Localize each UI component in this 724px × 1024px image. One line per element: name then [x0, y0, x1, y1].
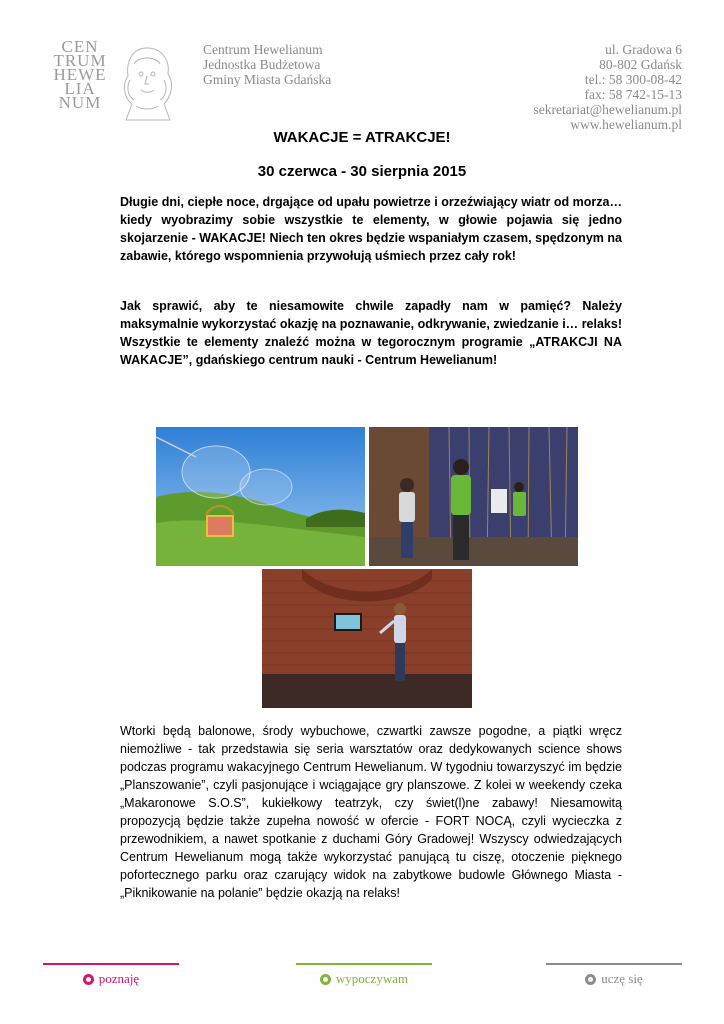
science-exhibit-photo	[369, 427, 578, 566]
intro-paragraph: Długie dni, ciepłe noce, drgające od upału powietrze i orzeźwiający wiatr od morza… kiedy wyobrazimy sobie wszystkie te elementy, w głowie pojawia się jedno skojarzenie - WAKACJE! Niech ten okres będzie wspaniałym czasem, spędzonym na zabawie, którego wspomnienia przywołują uśmiech przez cały rok!	[120, 195, 622, 263]
document-title: WAKACJE = ATRAKCJE!	[273, 129, 451, 146]
soap-bubbles-photo	[156, 427, 365, 566]
document-dates: 30 czerwca - 30 sierpnia 2015	[257, 163, 467, 180]
logo-line: CEN	[61, 37, 99, 56]
program-paragraph: Jak sprawić, aby te niesamowite chwile zapadły nam w pamięć? Należy maksymalnie wykorzystać okazję na poznawanie, odkrywanie, zwiedzanie i… relaks! Wszystkie te elementy znaleźć można w tegorocznym programie „ATRAKCJI NA WAKACJE”, gdańskiego centrum nauki - Centrum Hewelianum!	[120, 299, 622, 367]
organization-owner: Gminy Miasta Gdańska	[203, 72, 332, 87]
contact-phone: tel.: 58 300-08-42	[584, 72, 682, 87]
footer-wypoczywam[interactable]	[296, 963, 432, 987]
organization-type: Jednostka Budżetowa	[203, 57, 321, 72]
contact-email[interactable]: sekretariat@hewelianum.pl	[533, 102, 682, 117]
footer-divider	[296, 963, 432, 965]
hewelianum-logo	[40, 37, 180, 122]
footer-divider	[546, 963, 682, 965]
circle-bullet-icon	[83, 974, 94, 985]
logo-line: TRUM	[53, 51, 107, 70]
contact-website[interactable]: www.hewelianum.pl	[570, 117, 682, 132]
contact-block	[534, 42, 683, 132]
footer-label: wypoczywam	[335, 971, 409, 986]
footer-label: poznaję	[98, 971, 140, 986]
footer-ucze-sie[interactable]	[546, 963, 682, 987]
logo-wordmark	[40, 37, 120, 112]
interactive-room-photo	[262, 569, 472, 708]
contact-city: 80-802 Gdańsk	[599, 57, 682, 72]
circle-bullet-icon	[585, 974, 596, 985]
circle-bullet-icon	[320, 974, 331, 985]
contact-street: ul. Gradowa 6	[605, 42, 682, 57]
contact-fax: fax: 58 742-15-13	[584, 87, 682, 102]
logo-line: HEWE	[53, 65, 107, 84]
organization-name: Centrum Hewelianum	[203, 42, 323, 57]
logo-line: LIA	[64, 79, 96, 98]
hevelius-portrait-icon	[112, 40, 182, 122]
logo-line: NUM	[58, 93, 102, 112]
footer-poznaje[interactable]	[43, 963, 179, 987]
organization-block	[203, 42, 331, 87]
activities-paragraph: Wtorki będą balonowe, środy wybuchowe, czwartki zawsze pogodne, a piątki wręcz niemożliwe - tak przedstawia się seria warsztatów oraz dedykowanych science shows podczas programu wakacyjnego Centrum Hewelianum. W tygodniu towarzyszyć im będzie „Planszowanie”, czyli pasjonujące i wciągające gry planszowe. Z kolei w weekendy czeka „Makaronowe S.O.S”, kukiełkowy teatrzyk, czy świet(l)ne zabawy! Niesamowitą propozycją będzie także zupełna nowość w ofercie - FORT NOCĄ, czyli wycieczka z przewodnikiem, a nawet spotkanie z duchami Góry Gradowej! Wszyscy odwiedzających Centrum Hewelianum mogą także wykorzystać panującą tu ciszę, otoczenie pięknego pofortecznego parku oraz czarujący widok na zabytkowe budowle Głównego Miasta - „Piknikowanie na polanie” będzie okazją na relaks!	[120, 724, 622, 900]
footer-label: uczę się	[601, 971, 643, 986]
footer-divider	[43, 963, 179, 965]
